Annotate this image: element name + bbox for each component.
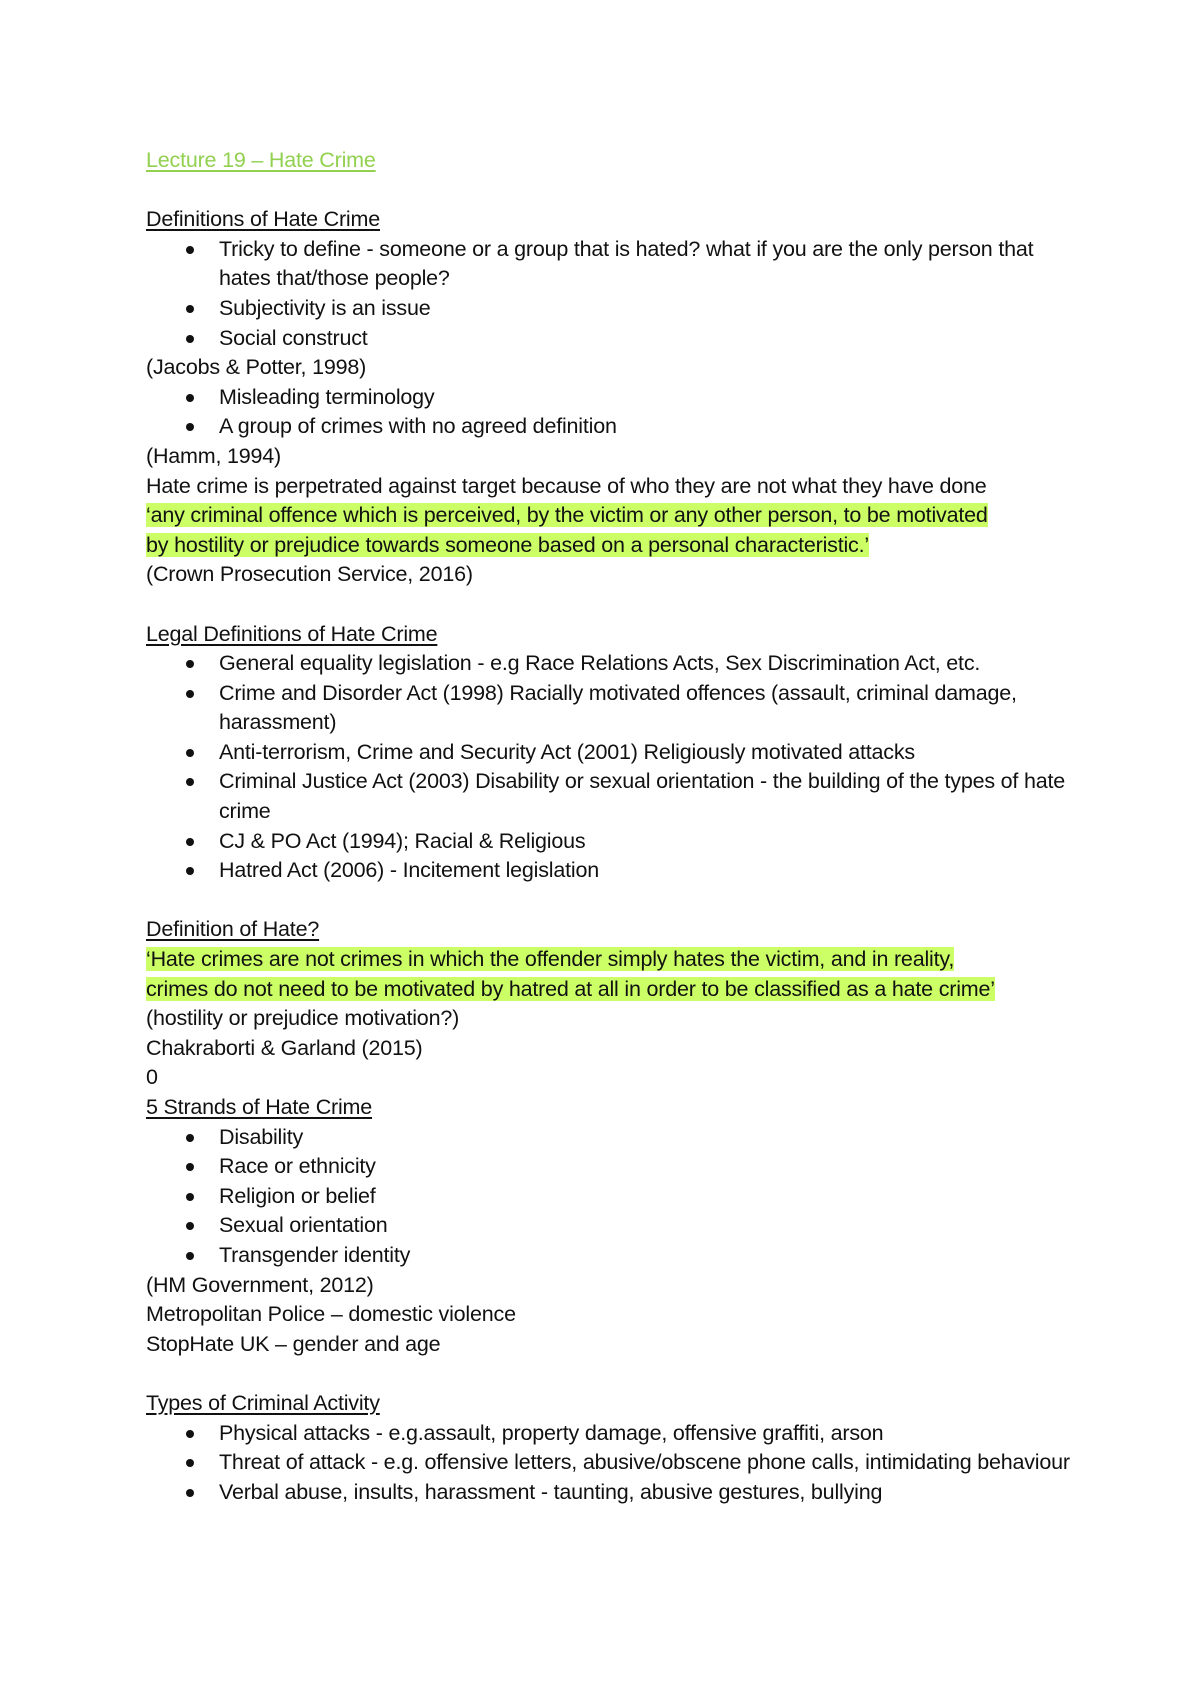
activity-bullets	[146, 1419, 1076, 1508]
spacer	[146, 590, 1076, 620]
citation: (Jacobs & Potter, 1998)	[146, 355, 367, 380]
definitions-bullets-a	[146, 235, 1076, 353]
list-item: Physical attacks - e.g.assault, property damage, offensive graffiti, arson	[146, 1419, 1076, 1449]
list-item: Threat of attack - e.g. offensive letters, abusive/obscene phone calls, intimidating behaviour	[146, 1448, 1076, 1478]
bullet-icon	[186, 660, 194, 668]
bullet-icon	[186, 1193, 194, 1201]
legal-bullets	[146, 649, 1076, 886]
list-item: Crime and Disorder Act (1998) Racially motivated offences (assault, criminal damage, harassment)	[146, 679, 1076, 738]
list-item: Tricky to define - someone or a group that is hated? what if you are the only person that hates that/those people?	[146, 235, 1076, 294]
citation: (Crown Prosecution Service, 2016)	[146, 562, 473, 587]
note: (hostility or prejudice motivation?)	[146, 1006, 460, 1031]
bullet-icon	[186, 1252, 194, 1260]
document-page	[146, 146, 1076, 1507]
section-heading-hate: Definition of Hate?	[146, 917, 320, 942]
bullet-icon	[186, 394, 194, 402]
list-item: Verbal abuse, insults, harassment - taunting, abusive gestures, bullying	[146, 1478, 1076, 1508]
bullet-icon	[186, 778, 194, 786]
bullet-icon	[186, 1489, 194, 1497]
highlighted-quote-line: crimes do not need to be motivated by hatred at all in order to be classified as a hate crime’	[146, 976, 995, 1001]
bullet-icon	[186, 1459, 194, 1467]
strands-bullets	[146, 1123, 1076, 1271]
bullet-icon	[186, 838, 194, 846]
citation: (Hamm, 1994)	[146, 443, 281, 468]
spacer	[146, 176, 1076, 206]
bullet-icon	[186, 1430, 194, 1438]
list-item: Anti-terrorism, Crime and Security Act (2001) Religiously motivated attacks	[146, 738, 1076, 768]
list-item: Sexual orientation	[146, 1211, 1076, 1241]
bullet-icon	[186, 1222, 194, 1230]
bullet-icon	[186, 1163, 194, 1171]
list-item: Religion or belief	[146, 1182, 1076, 1212]
list-item: Hatred Act (2006) - Incitement legislation	[146, 856, 1076, 886]
list-item: General equality legislation - e.g Race Relations Acts, Sex Discrimination Act, etc.	[146, 649, 1076, 679]
highlighted-quote-line: by hostility or prejudice towards someone based on a personal characteristic.’	[146, 532, 869, 557]
list-item: Social construct	[146, 324, 1076, 354]
spacer	[146, 886, 1076, 916]
paragraph: StopHate UK – gender and age	[146, 1331, 441, 1356]
highlighted-quote-line: ‘any criminal offence which is perceived, by the victim or any other person, to be motivated	[146, 503, 988, 528]
list-item: Subjectivity is an issue	[146, 294, 1076, 324]
bullet-icon	[186, 749, 194, 757]
highlighted-quote-line: ‘Hate crimes are not crimes in which the offender simply hates the victim, and in reality,	[146, 947, 955, 972]
list-item: A group of crimes with no agreed definition	[146, 412, 1076, 442]
bullet-icon	[186, 305, 194, 313]
list-item: Misleading terminology	[146, 383, 1076, 413]
bullet-icon	[186, 335, 194, 343]
bullet-icon	[186, 1134, 194, 1142]
bullet-icon	[186, 690, 194, 698]
section-heading-strands: 5 Strands of Hate Crime	[146, 1095, 373, 1119]
bullet-icon	[186, 246, 194, 254]
section-heading-definitions: Definitions of Hate Crime	[146, 207, 380, 232]
list-item: Disability	[146, 1123, 1076, 1153]
citation: Chakraborti & Garland (2015)	[146, 1035, 423, 1060]
definitions-bullets-b	[146, 383, 1076, 442]
list-item: Criminal Justice Act (2003) Disability or sexual orientation - the building of the types of hate crime	[146, 767, 1076, 826]
bullet-icon	[186, 867, 194, 875]
paragraph: Hate crime is perpetrated against target because of who they are not what they have done	[146, 473, 987, 498]
citation: (HM Government, 2012)	[146, 1272, 374, 1297]
spacer	[146, 1359, 1076, 1389]
section-heading-activity: Types of Criminal Activity	[146, 1390, 380, 1415]
bullet-icon	[186, 423, 194, 431]
list-item: Transgender identity	[146, 1241, 1076, 1271]
list-item: CJ & PO Act (1994); Racial & Religious	[146, 827, 1076, 857]
paragraph: Metropolitan Police – domestic violence	[146, 1302, 516, 1327]
section-heading-legal: Legal Definitions of Hate Crime	[146, 621, 438, 646]
lecture-title: Lecture 19 – Hate Crime	[146, 148, 376, 172]
list-item: Race or ethnicity	[146, 1152, 1076, 1182]
stray-number: 0	[146, 1065, 158, 1090]
